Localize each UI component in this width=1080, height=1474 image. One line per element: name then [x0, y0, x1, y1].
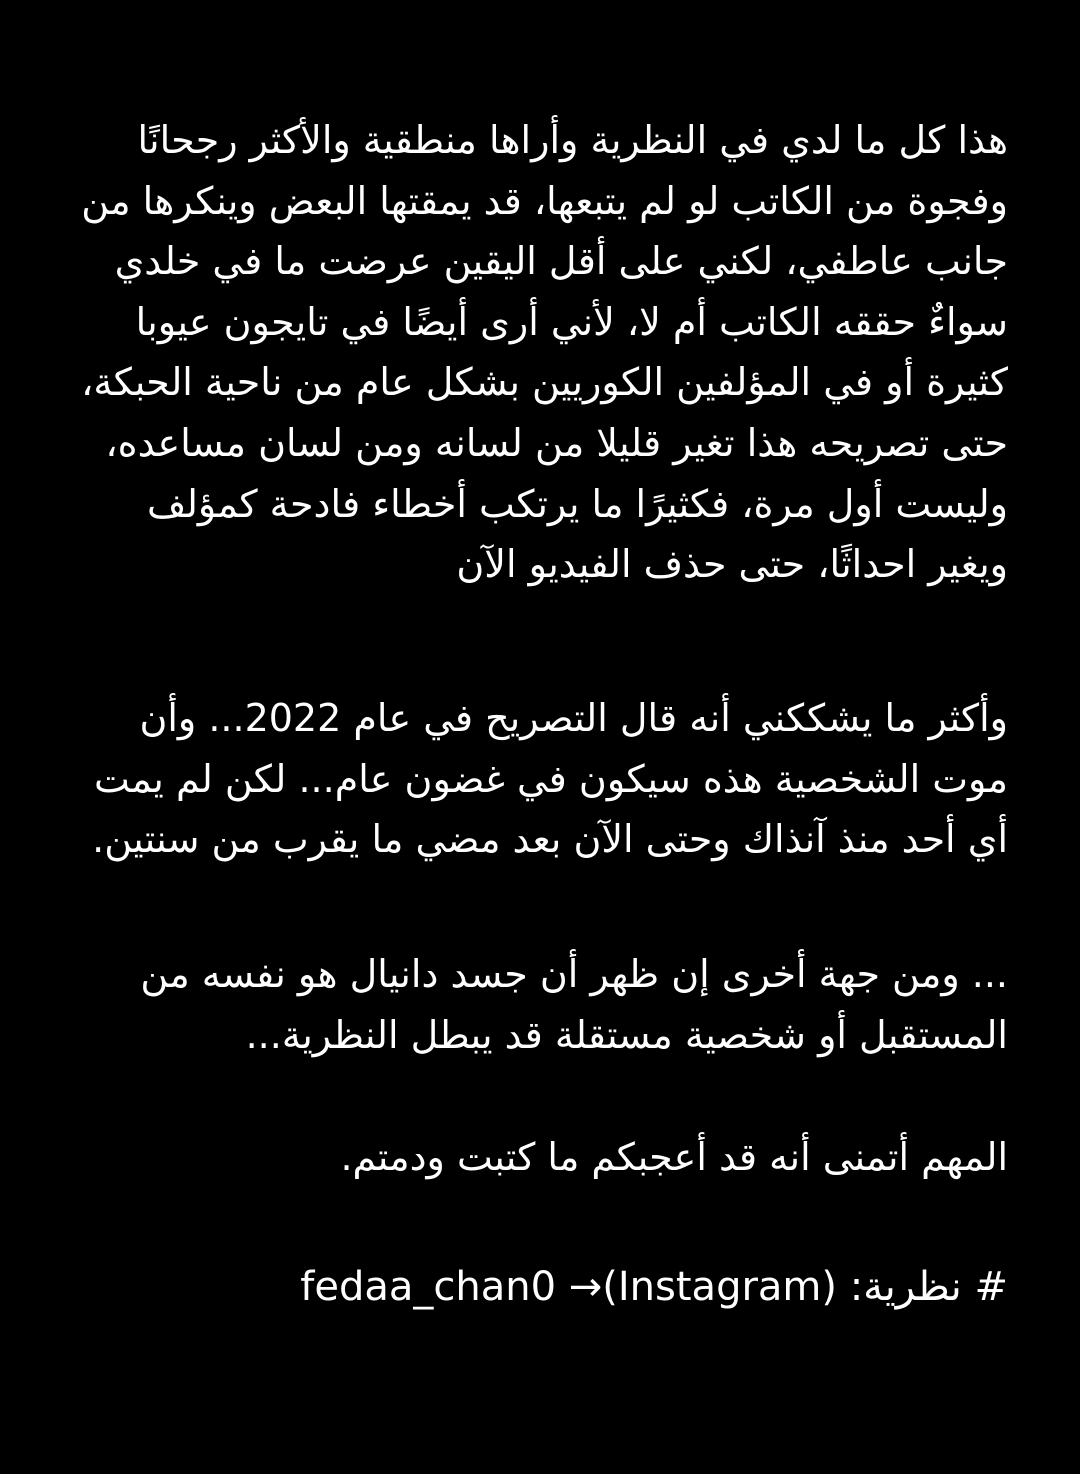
text-line: المهم أتمنى أنه قد أعجبكم ما كتبت ودمتم. [340, 1135, 1008, 1179]
paragraph-alternative [68, 944, 1008, 1065]
text-line: جانب عاطفي، لكني على أقل اليقين عرضت ما في خلدي [114, 239, 1008, 284]
text-line: وفجوة من الكاتب لو لم يتبعها، قد يمقتها البعض وينكرها من [81, 178, 1008, 223]
text-line: هذا كل ما لدي في النظرية وأراها منطقية والأكثر رجحانًا [137, 118, 1008, 162]
text-line: وأكثر ما يشككني أنه قال التصريح في عام 2022... وأن [139, 696, 1008, 740]
paragraph-theory-summary [68, 110, 1008, 595]
instagram-credit: # نظرية: fedaa_chan0 →(Instagram) [300, 1264, 1008, 1310]
text-line: موت الشخصية هذه سيكون في غضون عام... لكن لم يمت [94, 756, 1008, 801]
text-line: ويغير احداثًا، حتى حذف الفيديو الآن [456, 542, 1008, 587]
text-line: المستقبل أو شخصية مستقلة قد يبطل النظرية... [245, 1012, 1008, 1057]
paragraph-doubt [68, 688, 1008, 870]
text-line: ... ومن جهة أخرى إن ظهر أن جسد دانيال هو نفسه من [140, 952, 1008, 996]
credit-block [68, 1255, 1008, 1319]
text-line: أي أحد منذ آنذاك وحتى الآن بعد مضي ما يقرب من سنتين. [92, 817, 1008, 862]
text-line: كثيرة أو في المؤلفين الكوريين بشكل عام من ناحية الحبكة، [81, 360, 1008, 405]
paragraph-closing [68, 1127, 1008, 1188]
text-line: وليست أول مرة، فكثيرًا ما يرتكب أخطاء فادحة كمؤلف [146, 481, 1008, 526]
text-line: سواءٌ حققه الكاتب أم لا، لأني أرى أيضًا في تايجون عيوبا [135, 299, 1008, 344]
text-line: حتى تصريحه هذا تغير قليلا من لسانه ومن لسان مساعده، [105, 420, 1008, 465]
